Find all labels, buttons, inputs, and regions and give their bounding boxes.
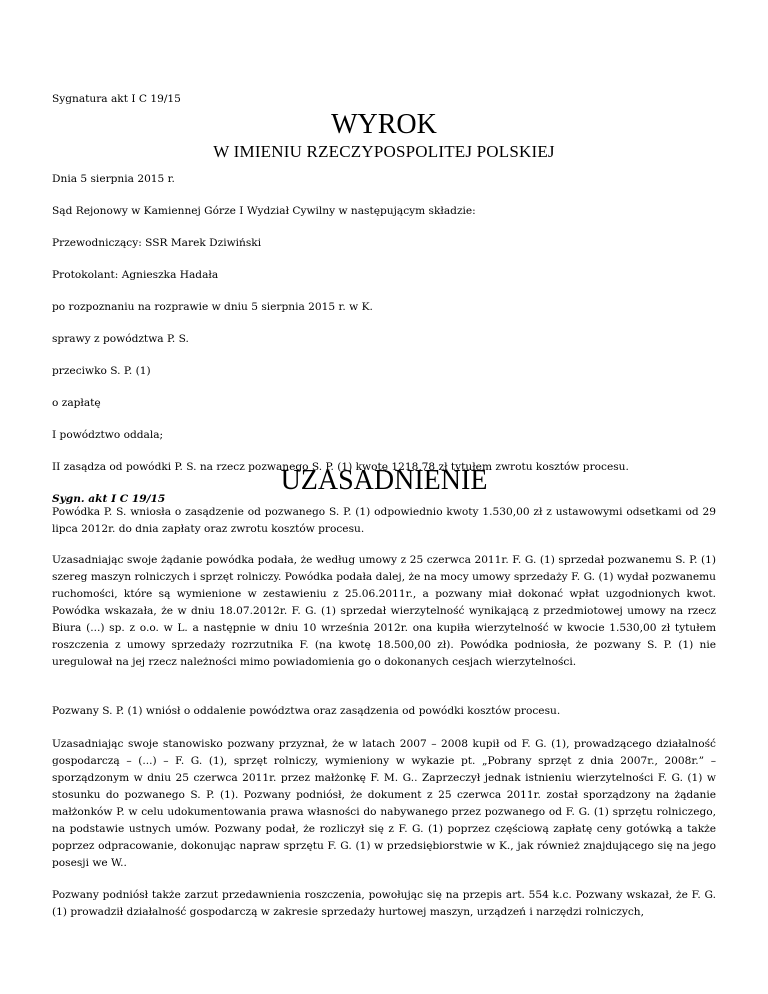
justification-paragraph-4: Uzasadniając swoje stanowisko pozwany przyznał, że w latach 2007 – 2008 kupił od F. G. (1), prowadzącego działalność gospodarczą – (...) – F. G. (1), sprzęt rolniczy, wymieniony w wykazie pt. „Pobrany sprzęt z dnia 2007r., 2008r.” – sporządzonym w dniu 25 czerwca 2011r. przez małżonkę F. M. G.. Zaprzeczył jednak istnieniu wierzytelności F. G. (1) w stosunku do pozwanego S. P. (1). Pozwany podniósł, że dokument z 25 czerwca 2011r. został sporządzony na żądanie małżonków P. w celu udokumentowania prawa własności do nabywanego przez pozwanego od F. G. (1) sprzętu rolniczego, na podstawie ustnych umów. Pozwany podał, że rozliczył się z F. G. (1) poprzez częściową zapłatę ceny gotówką a także poprzez odpracowanie, dokonując napraw sprzętu F. G. (1) w przedsiębiorstwie w K., jak również znajdującego się na jego posesji we W.. <box>52 738 716 869</box>
justification-paragraph-1: Powódka P. S. wniosła o zasądzenie od pozwanego S. P. (1) odpowiednio kwoty 1.530,00 zł z ustawowymi odsetkami od 29 lipca 2012r. do dnia zapłaty oraz zwrotu kosztów procesu. <box>52 506 716 535</box>
judgment-subtitle: W IMIENIU RZECZYPOSPOLITEJ POLSKIEJ <box>213 142 555 161</box>
case-subject: o zapłatę <box>52 397 101 409</box>
ruling-2: II zasądza od powódki P. S. na rzecz pozwanego S. P. (1) kwotę 1218,78 zł tytułem zwrotu kosztów procesu. <box>52 461 629 473</box>
hearing-info: po rozpoznaniu na rozprawie w dniu 5 sierpnia 2015 r. w K. <box>52 301 373 313</box>
ruling-1: I powództwo oddala; <box>52 429 164 441</box>
chairman: Przewodniczący: SSR Marek Dziwiński <box>52 237 262 249</box>
clerk: Protokolant: Agnieszka Hadała <box>52 269 219 281</box>
justification-paragraph-5: Pozwany podniósł także zarzut przedawnienia roszczenia, powołując się na przepis art. 554 k.c. Pozwany wskazał, że F. G. (1) prowadził działalność gospodarczą w zakresie sprzedaży hurtowej maszyn, urządzeń i narzędzi rolniczych, <box>52 889 716 918</box>
justification-title: UZASADNIENIE <box>280 465 488 496</box>
justification-paragraph-3: Pozwany S. P. (1) wniósł o oddalenie powództwa oraz zasądzenia od powódki kosztów procesu. <box>52 705 561 717</box>
court-composition: Sąd Rejonowy w Kamiennej Górze I Wydział Cywilny w następującym składzie: <box>52 205 476 217</box>
justification-paragraph-2: Uzasadniając swoje żądanie powódka podała, że według umowy z 25 czerwca 2011r. F. G. (1) sprzedał pozwanemu S. P. (1) szereg maszyn rolniczych i sprzęt rolniczy. Powódka podała dalej, że na mocy umowy sprzedaży F. G. (1) wydał pozwanemu ruchomości, które są wymienione w zestawieniu z 25.06.2011r., a pozwany miał dokonać wpłat uzgodnionych kwot. Powódka wskazała, że w dniu 18.07.2012r. F. G. (1) sprzedał wierzytelność wynikającą z przedmiotowej umowy na rzecz Biura (...) sp. z o.o. w L. a następnie w dniu 10 września 2012r. ona kupiła wierzytelność w kwocie 1.530,00 zł tytułem roszczenia z umowy sprzedaży rozrzutnika F. (na kwotę 18.500,00 zł). Powódka podniosła, że pozwany S. P. (1) nie uregulował na jej rzecz należności mimo powiadomienia go o dokonanych cesjach wierzytelności. <box>52 554 716 668</box>
case-reference: Sygn. akt I C 19/15 <box>52 493 166 505</box>
case-from: sprawy z powództwa P. S. <box>52 333 189 345</box>
signature-line: Sygnatura akt I C 19/15 <box>52 93 181 105</box>
judgment-date: Dnia 5 sierpnia 2015 r. <box>52 173 175 185</box>
case-against: przeciwko S. P. (1) <box>52 365 151 377</box>
judgment-title: WYROK <box>331 109 437 140</box>
